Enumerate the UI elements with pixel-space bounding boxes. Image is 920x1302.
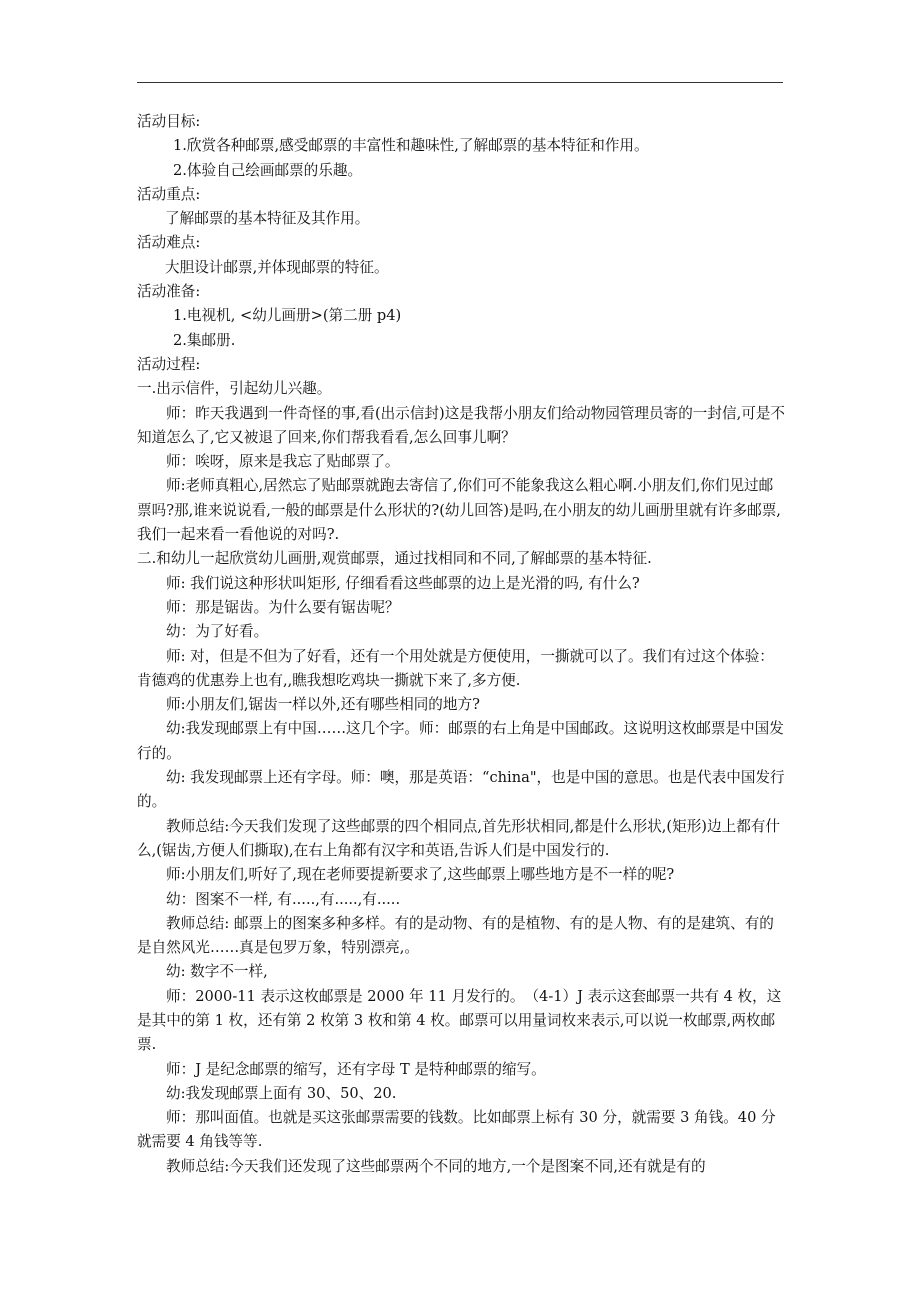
paragraph: 师：J 是纪念邮票的缩写，还有字母 T 是特种邮票的缩写。 bbox=[166, 1060, 546, 1078]
goal-item-2: 2.体验自己绘画邮票的乐趣。 bbox=[173, 161, 363, 179]
paragraph: 师:老师真粗心,居然忘了贴邮票就跑去寄信了,你们可不能象我这么粗心啊.小朋友们,你们见过邮票吗?那,谁来说说看,一般的邮票是什么形状的?(幼儿回答)是吗,在小朋友的幼儿画册里就有许多邮票,我们一起来看一看他说的对吗?. bbox=[137, 477, 781, 544]
prep-item-2: 2.集邮册. bbox=[173, 331, 236, 349]
prep-item-1: 1.电视机, <幼儿画册>(第二册 p4) bbox=[173, 307, 402, 325]
process-heading: 活动过程: bbox=[137, 355, 201, 373]
key-text: 了解邮票的基本特征及其作用。 bbox=[165, 210, 370, 228]
document-body bbox=[137, 110, 787, 1179]
prep-heading: 活动准备: bbox=[137, 283, 201, 301]
key-heading: 活动重点: bbox=[137, 185, 201, 203]
paragraph: 教师总结: 邮票上的图案多种多样。有的是动物、有的是植物、有的是人物、有的是建筑、有的是自然风光……真是包罗万象，特别漂亮,。 bbox=[137, 914, 774, 957]
paragraph: 教师总结:今天我们还发现了这些邮票两个不同的地方,一个是图案不同,还有就是有的 bbox=[166, 1157, 706, 1175]
paragraph: 师：昨天我遇到一件奇怪的事,看(出示信封)这是我帮小朋友们给动物园管理员寄的一封信,可是不知道怎么了,它又被退了回来,你们帮我看看,怎么回事儿啊？ bbox=[137, 404, 786, 446]
step-2-heading: 二.和幼儿一起欣赏幼儿画册,观赏邮票，通过找相同和不同,了解邮票的基本特征. bbox=[137, 550, 652, 568]
difficulty-heading: 活动难点: bbox=[137, 234, 201, 252]
paragraph: 幼：图案不一样, 有.....,有.....,有..... bbox=[166, 890, 401, 908]
paragraph: 幼: 我发现邮票上还有字母。师：噢，那是英语：“china"，也是中国的意思。也是代表中国发行的。 bbox=[137, 769, 785, 811]
paragraph: 幼:我发现邮票上面有 30、50、20. bbox=[166, 1084, 397, 1102]
goals-heading: 活动目标: bbox=[137, 113, 201, 130]
paragraph: 幼:我发现邮票上有中国……这几个字。师：邮票的右上角是中国邮政。这说明这枚邮票是中国发行的。 bbox=[137, 720, 784, 762]
paragraph: 师：唉呀，原来是我忘了贴邮票了。 bbox=[166, 453, 400, 471]
step-1-heading: 一.出示信件，引起幼儿兴趣。 bbox=[137, 380, 332, 398]
paragraph: 师:小朋友们,锯齿一样以外,还有哪些相同的地方? bbox=[166, 696, 480, 714]
goal-item-1: 1.欣赏各种邮票,感受邮票的丰富性和趣味性,了解邮票的基本特征和作用。 bbox=[173, 137, 649, 155]
paragraph: 师:小朋友们,听好了,现在老师要提新要求了,这些邮票上哪些地方是不一样的呢? bbox=[166, 866, 675, 884]
paragraph: 师: 我们说这种形状叫矩形, 仔细看看这些邮票的边上是光滑的吗, 有什么? bbox=[166, 574, 640, 592]
paragraph: 师：那叫面值。也就是买这张邮票需要的钱数。比如邮票上标有 30 分，就需要 3 角钱。40 分就需要 4 角钱等等. bbox=[137, 1109, 776, 1151]
paragraph: 幼：为了好看。 bbox=[166, 623, 269, 641]
paragraph: 师: 对，但是不但为了好看，还有一个用处就是方便使用，一撕就可以了。我们有过这个体验：肯德鸡的优惠券上也有,,瞧我想吃鸡块一撕就下来了,多方便. bbox=[137, 647, 774, 689]
paragraph: 师：那是锯齿。为什么要有锯齿呢？ bbox=[166, 598, 400, 616]
header-rule bbox=[137, 82, 783, 83]
paragraph: 师：2000-11 表示这枚邮票是 2000 年 11 月发行的。 （4-1）J 表示这套邮票一共有 4 枚，这是其中的第 1 枚，还有第 2 枚第 3 枚和第 4 枚。邮票可以用量词枚来表示,可以说一枚邮票,两枚邮票. bbox=[137, 987, 782, 1054]
paragraph: 教师总结:今天我们发现了这些邮票的四个相同点,首先形状相同,都是什么形状,(矩形)边上都有什么,(锯齿,方便人们撕取),在右上角都有汉字和英语,告诉人们是中国发行的. bbox=[137, 817, 780, 859]
difficulty-text: 大胆设计邮票,并体现邮票的特征。 bbox=[165, 258, 389, 276]
paragraph: 幼: 数字不一样, bbox=[166, 963, 268, 981]
